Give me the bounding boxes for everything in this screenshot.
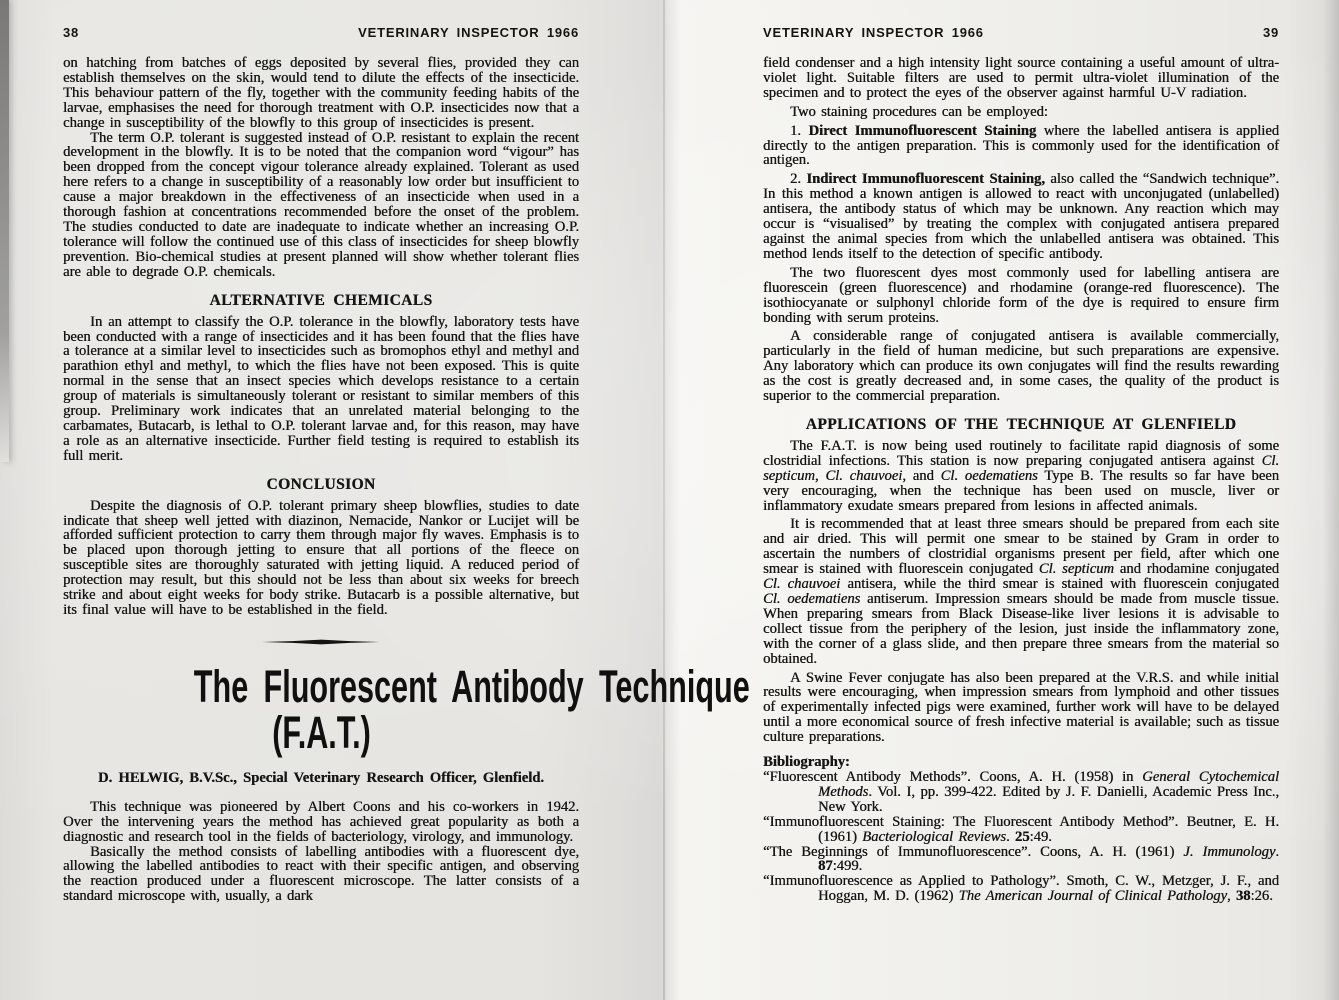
page-number: 39 xyxy=(1262,25,1279,40)
paragraph: Basically the method consists of labelling antibodies with a fluorescent dye, allowing the labelled antibodies to react with their specific antigen, and observing the reaction produced under a fluorescent microscope. The latter consists of a standard microscope with, usually, a dark xyxy=(63,843,579,905)
article-byline: D. HELWIG, B.V.Sc., Special Veterinary Research Officer, Glenfield. xyxy=(98,769,544,786)
running-title: VETERINARY INSPECTOR 1966 xyxy=(763,25,984,40)
page-38-header xyxy=(63,25,579,40)
running-title: VETERINARY INSPECTOR 1966 xyxy=(358,25,579,40)
bibliography-heading: Bibliography: xyxy=(763,754,850,771)
paragraph: The F.A.T. is now being used routinely to facilitate rapid diagnosis of some clostridial infections. This station is now preparing conjugated antisera against Cl. septicum, Cl. chauvoei, and Cl. oedematiens Type B. The results so far have been very encouraging, when the technique has been used on muscle, liver or inflammatory exudate smears prepared from lesions in affected animals. xyxy=(763,437,1279,514)
bibliography-entry: “The Beginnings of Immunofluorescence”. Coons, A. H. (1961) J. Immunology. 87:499. xyxy=(763,843,1279,875)
scan-right-edge-shadow xyxy=(1323,0,1339,1000)
page-39-body xyxy=(763,56,1279,904)
paragraph: field condenser and a high intensity light source containing a useful amount of ultra-violet light. Suitable filters are used to permit ultra-violet illumination of the specimen and to protect the eyes of the observer against harmful U-V radiation. xyxy=(763,55,1279,101)
paragraph: This technique was pioneered by Albert Coons and his co-workers in 1942. Over the intervening years the method has achieved great popularity as both a diagnostic and research tool in the fields of bacteriology, virology, and immunology. xyxy=(63,798,579,845)
paragraph: The term O.P. tolerant is suggested instead of O.P. resistant to explain the recent development in the blowfly. It is to be noted that the companion word “vigour” has been dropped from the concept vigour tolerance already explained. Tolerant as used here refers to a change in susceptibility of a reasonably low order but insufficient to cause a major breakdown in the effectiveness of an insecticide when used in a thorough fashion at concentrations recommended before the onset of the problem. The studies conducted to date are inadequate to indicate whether an increasing O.P. tolerance will follow the continued use of this class of insecticides for sheep blowfly prevention. Bio-chemical studies at present planned will show whether tolerant flies are able to degrade O.P. chemicals. xyxy=(63,129,579,280)
article-title-line1: The Fluorescent Antibody Technique xyxy=(193,660,750,712)
bibliography-entry: “Immunofluorescent Staining: The Fluorescent Antibody Method”. Beutner, E. H. (1961) Bacteriological Reviews. 25:49. xyxy=(763,813,1279,845)
section-heading-conclusion: CONCLUSION xyxy=(266,475,376,493)
bibliography-entry: “Fluorescent Antibody Methods”. Coons, A. H. (1958) in General Cytochemical Methods. Vol. I, pp. 399-422. Edited by J. F. Danielli, Academic Press Inc., New York. xyxy=(763,768,1279,815)
article-title-line2: (F.A.T.) xyxy=(271,706,371,758)
paragraph: A Swine Fever conjugate has also been prepared at the V.R.S. and while initial results were encouraging, when impression smears from lymphoid and other tissues of experimentally infected pigs were examined, further work will have to be delayed until a more economical source of fresh infective material is available; such as tissue culture preparations. xyxy=(763,669,1279,746)
paragraph: The two fluorescent dyes most commonly used for labelling antisera are fluorescein (green fluorescence) and rhodamine (orange-red fluorescence). The isothiocyanate or sulphonyl chloride form of the dye is required to ensure firm bonding with serum proteins. xyxy=(763,264,1279,326)
numbered-item-1: 1. Direct Immunofluorescent Staining where the labelled antisera is applied directly to the antigen preparation. This is commonly used for the identification of antigen. xyxy=(763,122,1279,169)
bibliography-entry: “Immunofluorescence as Applied to Pathology”. Smoth, C. W., Metzger, J. F., and Hoggan, M. D. (1962) The American Journal of Clinical Pathology, 38:26. xyxy=(763,873,1279,905)
paragraph: A considerable range of conjugated antisera is available commercially, particularly in the field of human medicine, but such preparations are expensive. Any laboratory which can produce its own conjugates will find the results rewarding as the cost is greatly decreased and, in some cases, the quality of the product is superior to the commercial preparation. xyxy=(763,328,1279,405)
paragraph: In an attempt to classify the O.P. tolerance in the blowfly, laboratory tests have been conducted with a range of insecticides and it has been found that the flies have a tolerance at a similar level to insecticides such as bromophos ethyl and methyl and parathion ethyl and methyl, to which the flies have not been exposed. This is quite normal in the sense that an insect species which develops resistance to a certain group of materials is simultaneously tolerant or resistant to similar members of this group. Preliminary work indicates that an unrelated material belonging to the carbamates, Butacarb, is lethal to O.P. tolerant larvae and, for this reason, may have a role as an alternative insecticide. Further field testing is required to establish its full merit. xyxy=(63,313,579,464)
paragraph: on hatching from batches of eggs deposited by several flies, provided they can establish themselves on the skin, would tend to dilute the effects of the insecticide. This behaviour pattern of the fly, together with the community feeding habits of the larvae, emphasises the need for thorough treatment with O.P. insecticides now that a change in susceptibility of the blowfly to this group of insecticides is present. xyxy=(63,55,579,131)
section-heading-applications: APPLICATIONS OF THE TECHNIQUE AT GLENFIELD xyxy=(805,415,1237,433)
numbered-item-2: 2. Indirect Immunofluorescent Staining, also called the “Sandwich technique”. In this method a known antigen is allowed to react with unconjugated (unlabelled) antisera, the antibody status of which may be unknown. Any reaction which may occur is “visualised” by treating the complex with conjugated antisera prepared against the animal species from which the unlabelled antisera was obtained. This method lends itself to the detection of specific antibody. xyxy=(763,171,1279,262)
paragraph: Two staining procedures can be employed: xyxy=(790,103,1048,120)
decorative-swelled-rule xyxy=(63,633,579,651)
paragraph: It is recommended that at least three smears should be prepared from each site and air dried. This will permit one smear to be stained by Gram in order to ascertain the numbers of clostridial organisms present per field, after which one smear is stained with fluorescein conjugated Cl. septicum and rhodamine conjugated Cl. chauvoei antisera, while the third smear is stained with fluorescein conjugated Cl. oedematiens antiserum. Impression smears should be made from muscle tissue. When preparing smears from Black Disease-like liver lesions it is advisable to collect tissue from the periphery of the lesion, just inside the inflammatory zone, with the corner of a glass slide, and then prepare three smears from the material so obtained. xyxy=(763,516,1279,667)
paragraph: Despite the diagnosis of O.P. tolerant primary sheep blowflies, studies to date indicate that sheep well jetted with diazinon, Nemacide, Nankor or Lucijet will be afforded sufficient protection to carry them through major fly waves. Emphasis is to be placed upon thorough jetting to ensure that all portions of the fleece on susceptible sites are thoroughly saturated with jetting liquid. A reduced period of protection may result, but this should not be less than about six weeks for breech strike and about eight weeks for body strike. Butacarb is a possible alternative, but its final value will have to be established in the field. xyxy=(63,497,579,618)
page-38-body xyxy=(63,55,750,905)
page-39-header xyxy=(763,25,1279,40)
scan-left-edge-shadow xyxy=(0,0,9,462)
article-title xyxy=(63,660,750,758)
page-number: 38 xyxy=(63,25,80,40)
section-heading-alternative-chemicals: ALTERNATIVE CHEMICALS xyxy=(209,291,433,309)
